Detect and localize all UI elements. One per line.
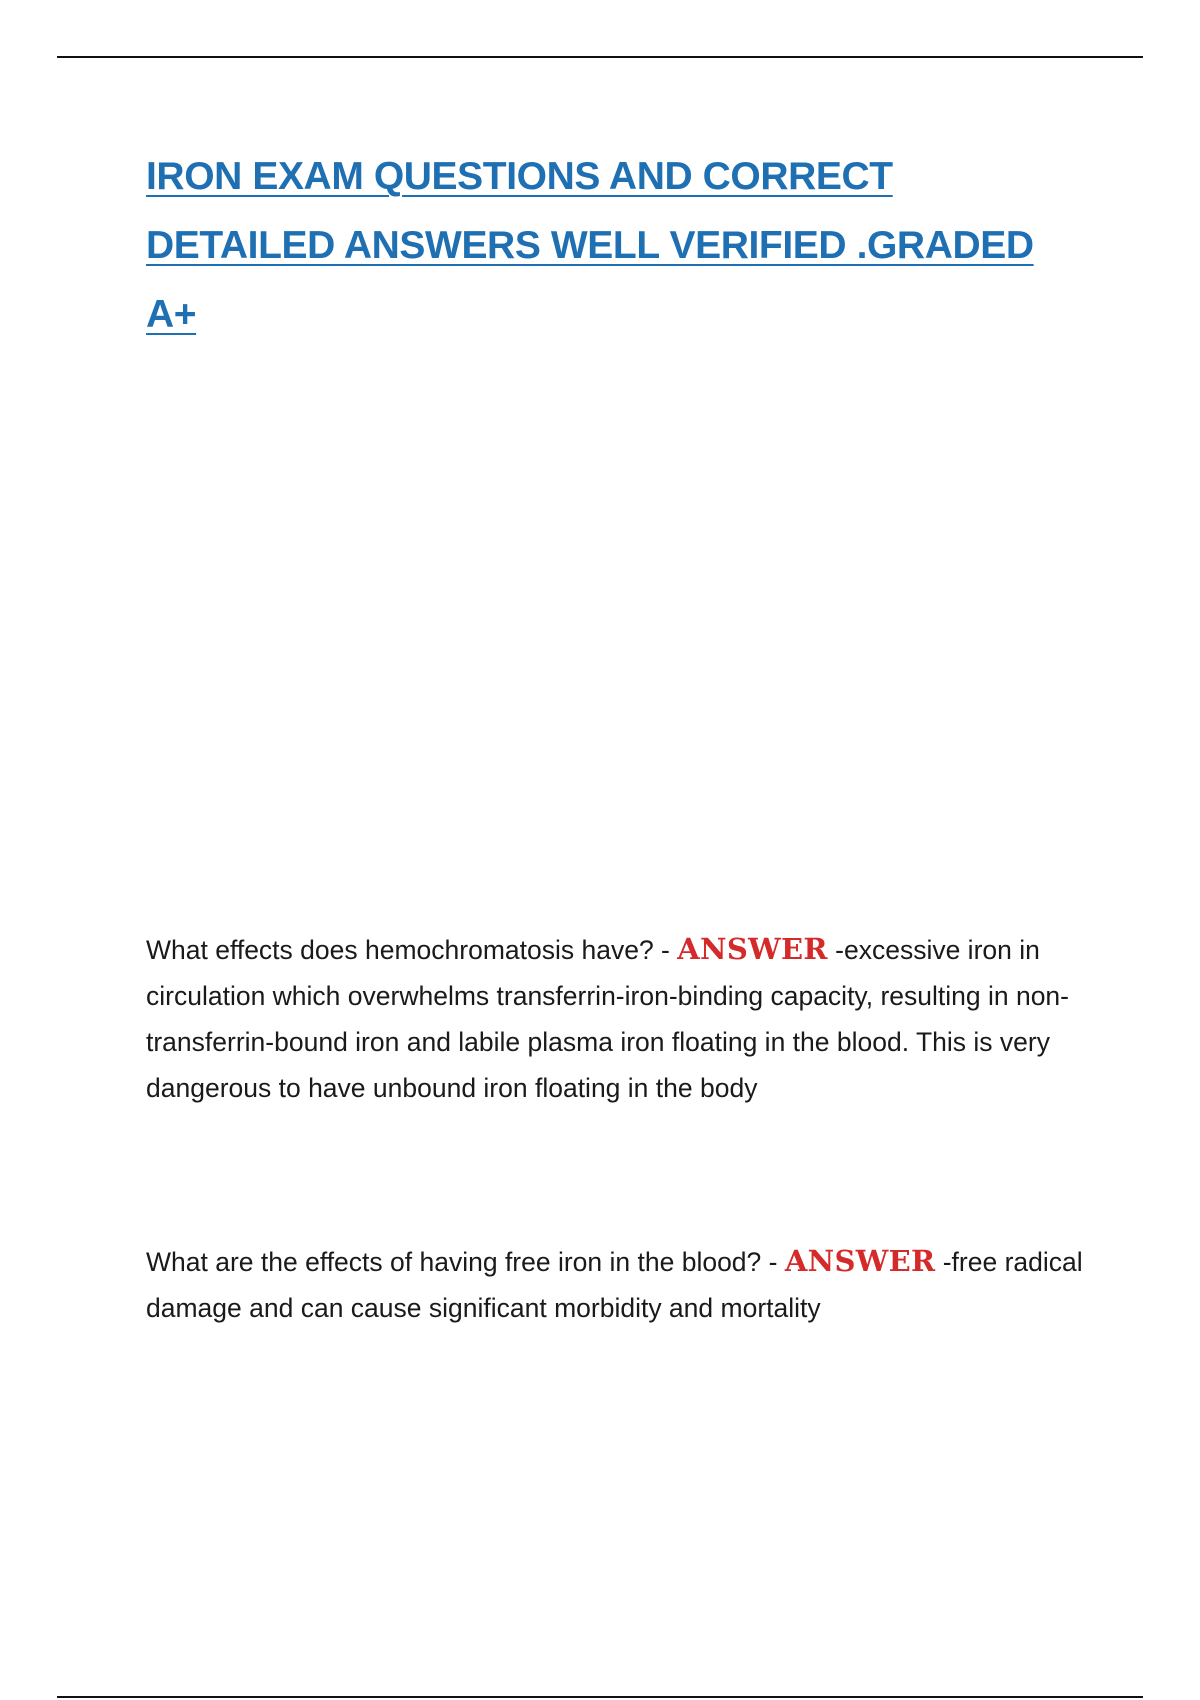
question-text: What are the effects of having free iron in the blood? - [146, 1247, 785, 1277]
qa-item [146, 1238, 1096, 1331]
title-line: IRON EXAM QUESTIONS AND CORRECT [146, 155, 893, 198]
answer-text: -excessive iron in circulation which overwhelms transferrin-iron-binding capacity, resulting in non-transferrin-bound iron and labile plasma iron floating in the blood. This is very dangerous to have unbound iron floating in the body [146, 935, 1069, 1103]
question-text: What effects does hemochromatosis have? - [146, 935, 678, 965]
title-line: DETAILED ANSWERS WELL VERIFIED .GRADED [146, 224, 1034, 267]
bottom-divider [57, 1696, 1143, 1698]
qa-item [146, 926, 1096, 1111]
document-title [146, 142, 1146, 349]
answer-text: -free radical damage and can cause significant morbidity and mortality [146, 1247, 1083, 1323]
top-divider [57, 56, 1143, 58]
title-line: A+ [146, 293, 197, 336]
answer-label: ANSWER [677, 932, 828, 966]
answer-label: ANSWER [784, 1244, 936, 1278]
